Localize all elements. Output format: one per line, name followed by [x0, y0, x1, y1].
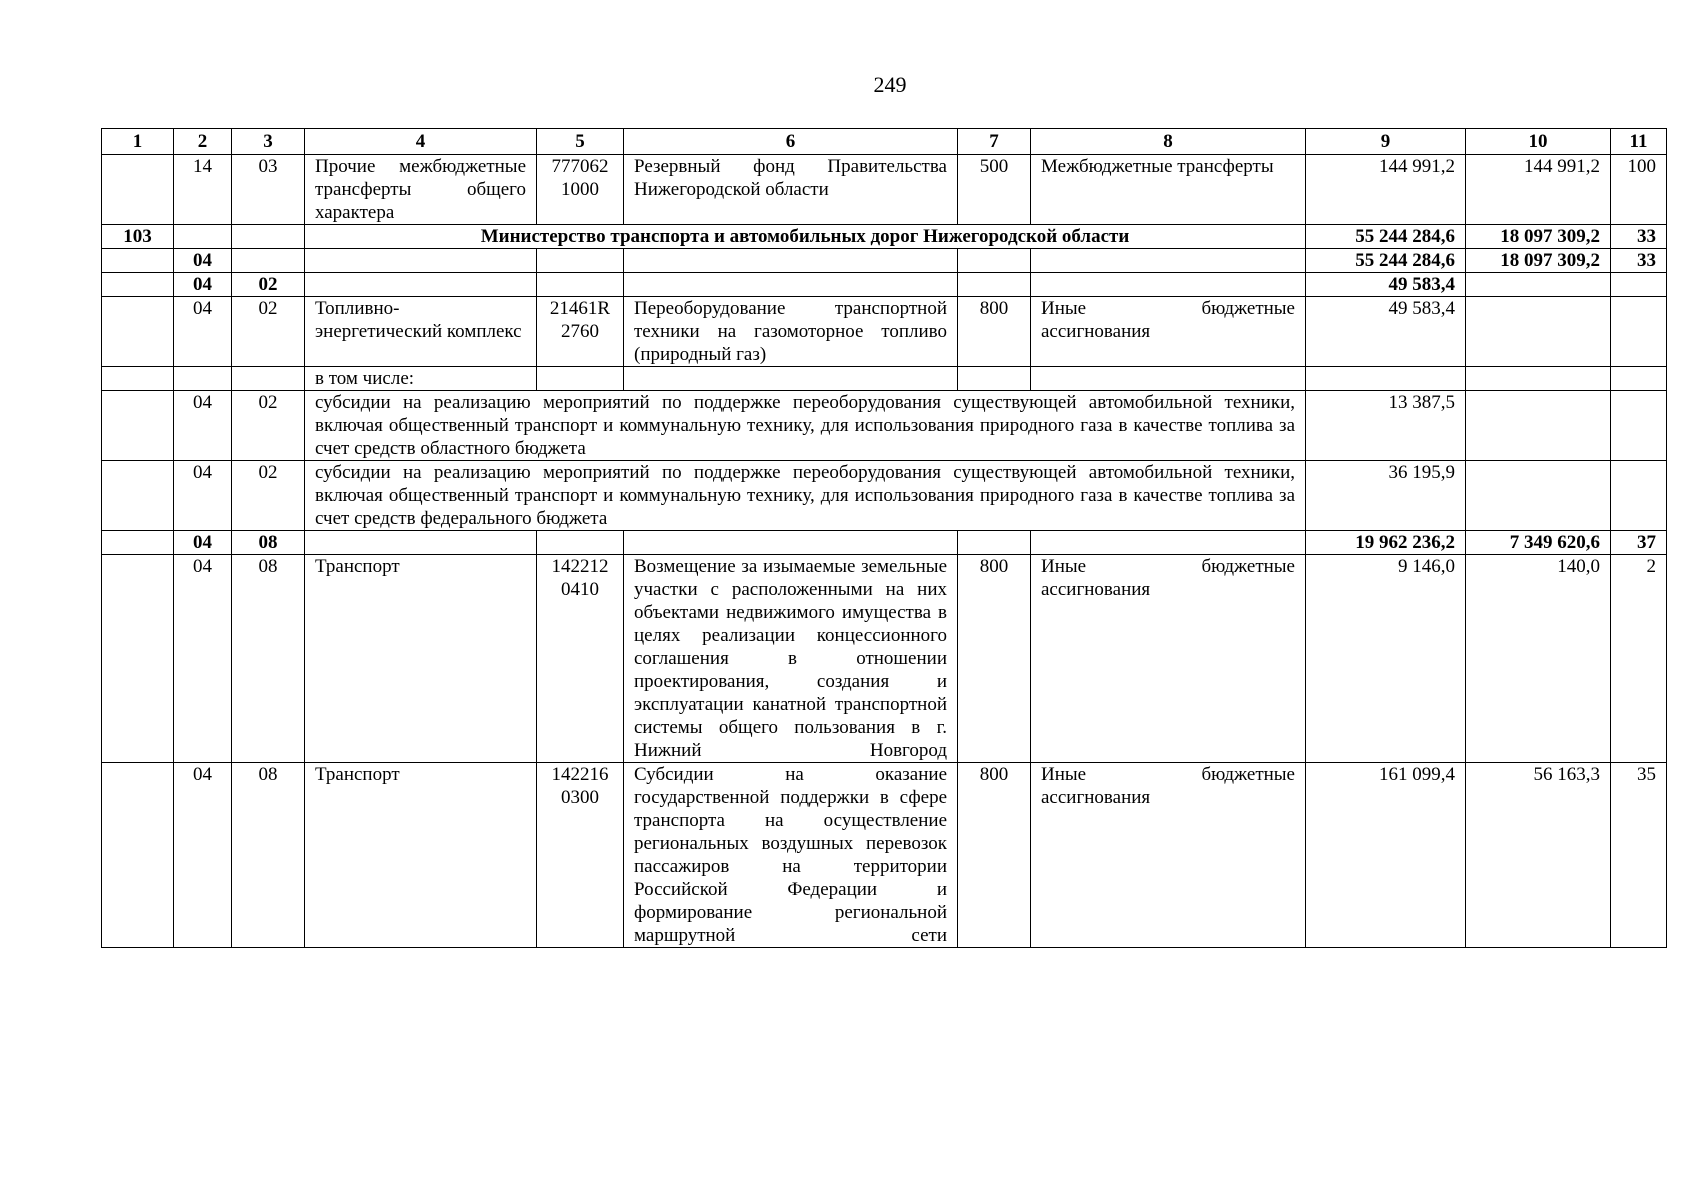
- section-code: 04: [174, 297, 232, 367]
- subsection-code: 03: [232, 155, 305, 225]
- section-code: 14: [174, 155, 232, 225]
- value-col9: 55 244 284,6: [1306, 249, 1466, 273]
- header-cell: 11: [1611, 129, 1667, 155]
- subsection-code: 08: [232, 531, 305, 555]
- target-article-name: Субсидии на оказание государственной поддержки в сфере транспорта на осуществление региональных воздушных перевозок пассажиров на территории Российской Федерации и формирование региональной маршрутной сети: [624, 763, 958, 948]
- header-cell: 9: [1306, 129, 1466, 155]
- target-article-code: 1422160300: [537, 763, 624, 948]
- expense-type-name: Межбюджетные трансферты: [1031, 155, 1306, 225]
- subsection-code: 02: [232, 391, 305, 461]
- value-col9: 13 387,5: [1306, 391, 1466, 461]
- header-cell: 5: [537, 129, 624, 155]
- subsection-code: 08: [232, 763, 305, 948]
- header-cell: 3: [232, 129, 305, 155]
- table-row: [102, 297, 1667, 367]
- including-label: в том числе:: [305, 367, 537, 391]
- value-col11: 100: [1611, 155, 1667, 225]
- page-number: 249: [873, 72, 907, 97]
- table-row: [102, 155, 1667, 225]
- value-col9: 55 244 284,6: [1306, 225, 1466, 249]
- header-cell: 2: [174, 129, 232, 155]
- value-col10: 140,0: [1466, 555, 1611, 763]
- section-code: 04: [174, 391, 232, 461]
- value-col9: 19 962 236,2: [1306, 531, 1466, 555]
- table-row: [102, 555, 1667, 763]
- budget-table: [101, 128, 1667, 948]
- section-code: 04: [174, 531, 232, 555]
- header-cell: 8: [1031, 129, 1306, 155]
- ministry-title: Министерство транспорта и автомобильных дорог Нижегородской области: [305, 225, 1306, 249]
- value-col11: 35: [1611, 763, 1667, 948]
- subsection-code: 02: [232, 461, 305, 531]
- expense-type-name: Иные бюджетные ассигнования: [1031, 297, 1306, 367]
- header-cell: 6: [624, 129, 958, 155]
- value-col9: 49 583,4: [1306, 273, 1466, 297]
- section-code: 04: [174, 555, 232, 763]
- table-row: [102, 367, 1667, 391]
- value-col10: 7 349 620,6: [1466, 531, 1611, 555]
- value-col11: 2: [1611, 555, 1667, 763]
- target-article-name: Резервный фонд Правительства Нижегородской области: [624, 155, 958, 225]
- subsection-code: 02: [232, 297, 305, 367]
- header-cell: 4: [305, 129, 537, 155]
- value-col9: 49 583,4: [1306, 297, 1466, 367]
- value-col10: 56 163,3: [1466, 763, 1611, 948]
- value-col9: 9 146,0: [1306, 555, 1466, 763]
- target-article-code: 7770621000: [537, 155, 624, 225]
- subsidy-description: субсидии на реализацию мероприятий по поддержке переоборудования существующей автомобильной техники, включая общественный транспорт и коммунальную технику, для использования природного газа в качестве топлива за счет средств областного бюджета: [305, 391, 1306, 461]
- header-cell: 10: [1466, 129, 1611, 155]
- target-article-code: 21461R2760: [537, 297, 624, 367]
- value-col11: 37: [1611, 531, 1667, 555]
- value-col10: 18 097 309,2: [1466, 249, 1611, 273]
- subsection-code: 08: [232, 555, 305, 763]
- subsection-code: 02: [232, 273, 305, 297]
- section-name: Топливно-энергетический комплекс: [305, 297, 537, 367]
- ministry-row: [102, 225, 1667, 249]
- table-row: [102, 531, 1667, 555]
- expense-type-code: 800: [958, 555, 1031, 763]
- target-article-name: Возмещение за изымаемые земельные участки с расположенными на них объектами недвижимого имущества в целях реализации концессионного соглашения в отношении проектирования, создания и эксплуатации канатной транспортной системы общего пользования в г. Нижний Новгород: [624, 555, 958, 763]
- table-row: [102, 249, 1667, 273]
- section-name: Прочие межбюджетные трансферты общего характера: [305, 155, 537, 225]
- header-cell: 1: [102, 129, 174, 155]
- header-row: [102, 129, 1667, 155]
- expense-type-name: Иные бюджетные ассигнования: [1031, 555, 1306, 763]
- section-code: 04: [174, 273, 232, 297]
- value-col9: 36 195,9: [1306, 461, 1466, 531]
- section-code: 04: [174, 249, 232, 273]
- value-col11: 33: [1611, 249, 1667, 273]
- value-col10: 144 991,2: [1466, 155, 1611, 225]
- expense-type-code: 800: [958, 297, 1031, 367]
- table-row: [102, 273, 1667, 297]
- table-row: [102, 391, 1667, 461]
- ministry-code: 103: [102, 225, 174, 249]
- section-code: 04: [174, 763, 232, 948]
- section-name: Транспорт: [305, 763, 537, 948]
- expense-type-code: 500: [958, 155, 1031, 225]
- header-cell: 7: [958, 129, 1031, 155]
- value-col11: 33: [1611, 225, 1667, 249]
- value-col10: 18 097 309,2: [1466, 225, 1611, 249]
- value-col9: 161 099,4: [1306, 763, 1466, 948]
- section-name: Транспорт: [305, 555, 537, 763]
- table-row: [102, 763, 1667, 948]
- table-row: [102, 461, 1667, 531]
- subsidy-description: субсидии на реализацию мероприятий по поддержке переоборудования существующей автомобильной техники, включая общественный транспорт и коммунальную технику, для использования природного газа в качестве топлива за счет средств федерального бюджета: [305, 461, 1306, 531]
- value-col9: 144 991,2: [1306, 155, 1466, 225]
- target-article-code: 1422120410: [537, 555, 624, 763]
- expense-type-name: Иные бюджетные ассигнования: [1031, 763, 1306, 948]
- section-code: 04: [174, 461, 232, 531]
- target-article-name: Переоборудование транспортной техники на газомоторное топливо (природный газ): [624, 297, 958, 367]
- expense-type-code: 800: [958, 763, 1031, 948]
